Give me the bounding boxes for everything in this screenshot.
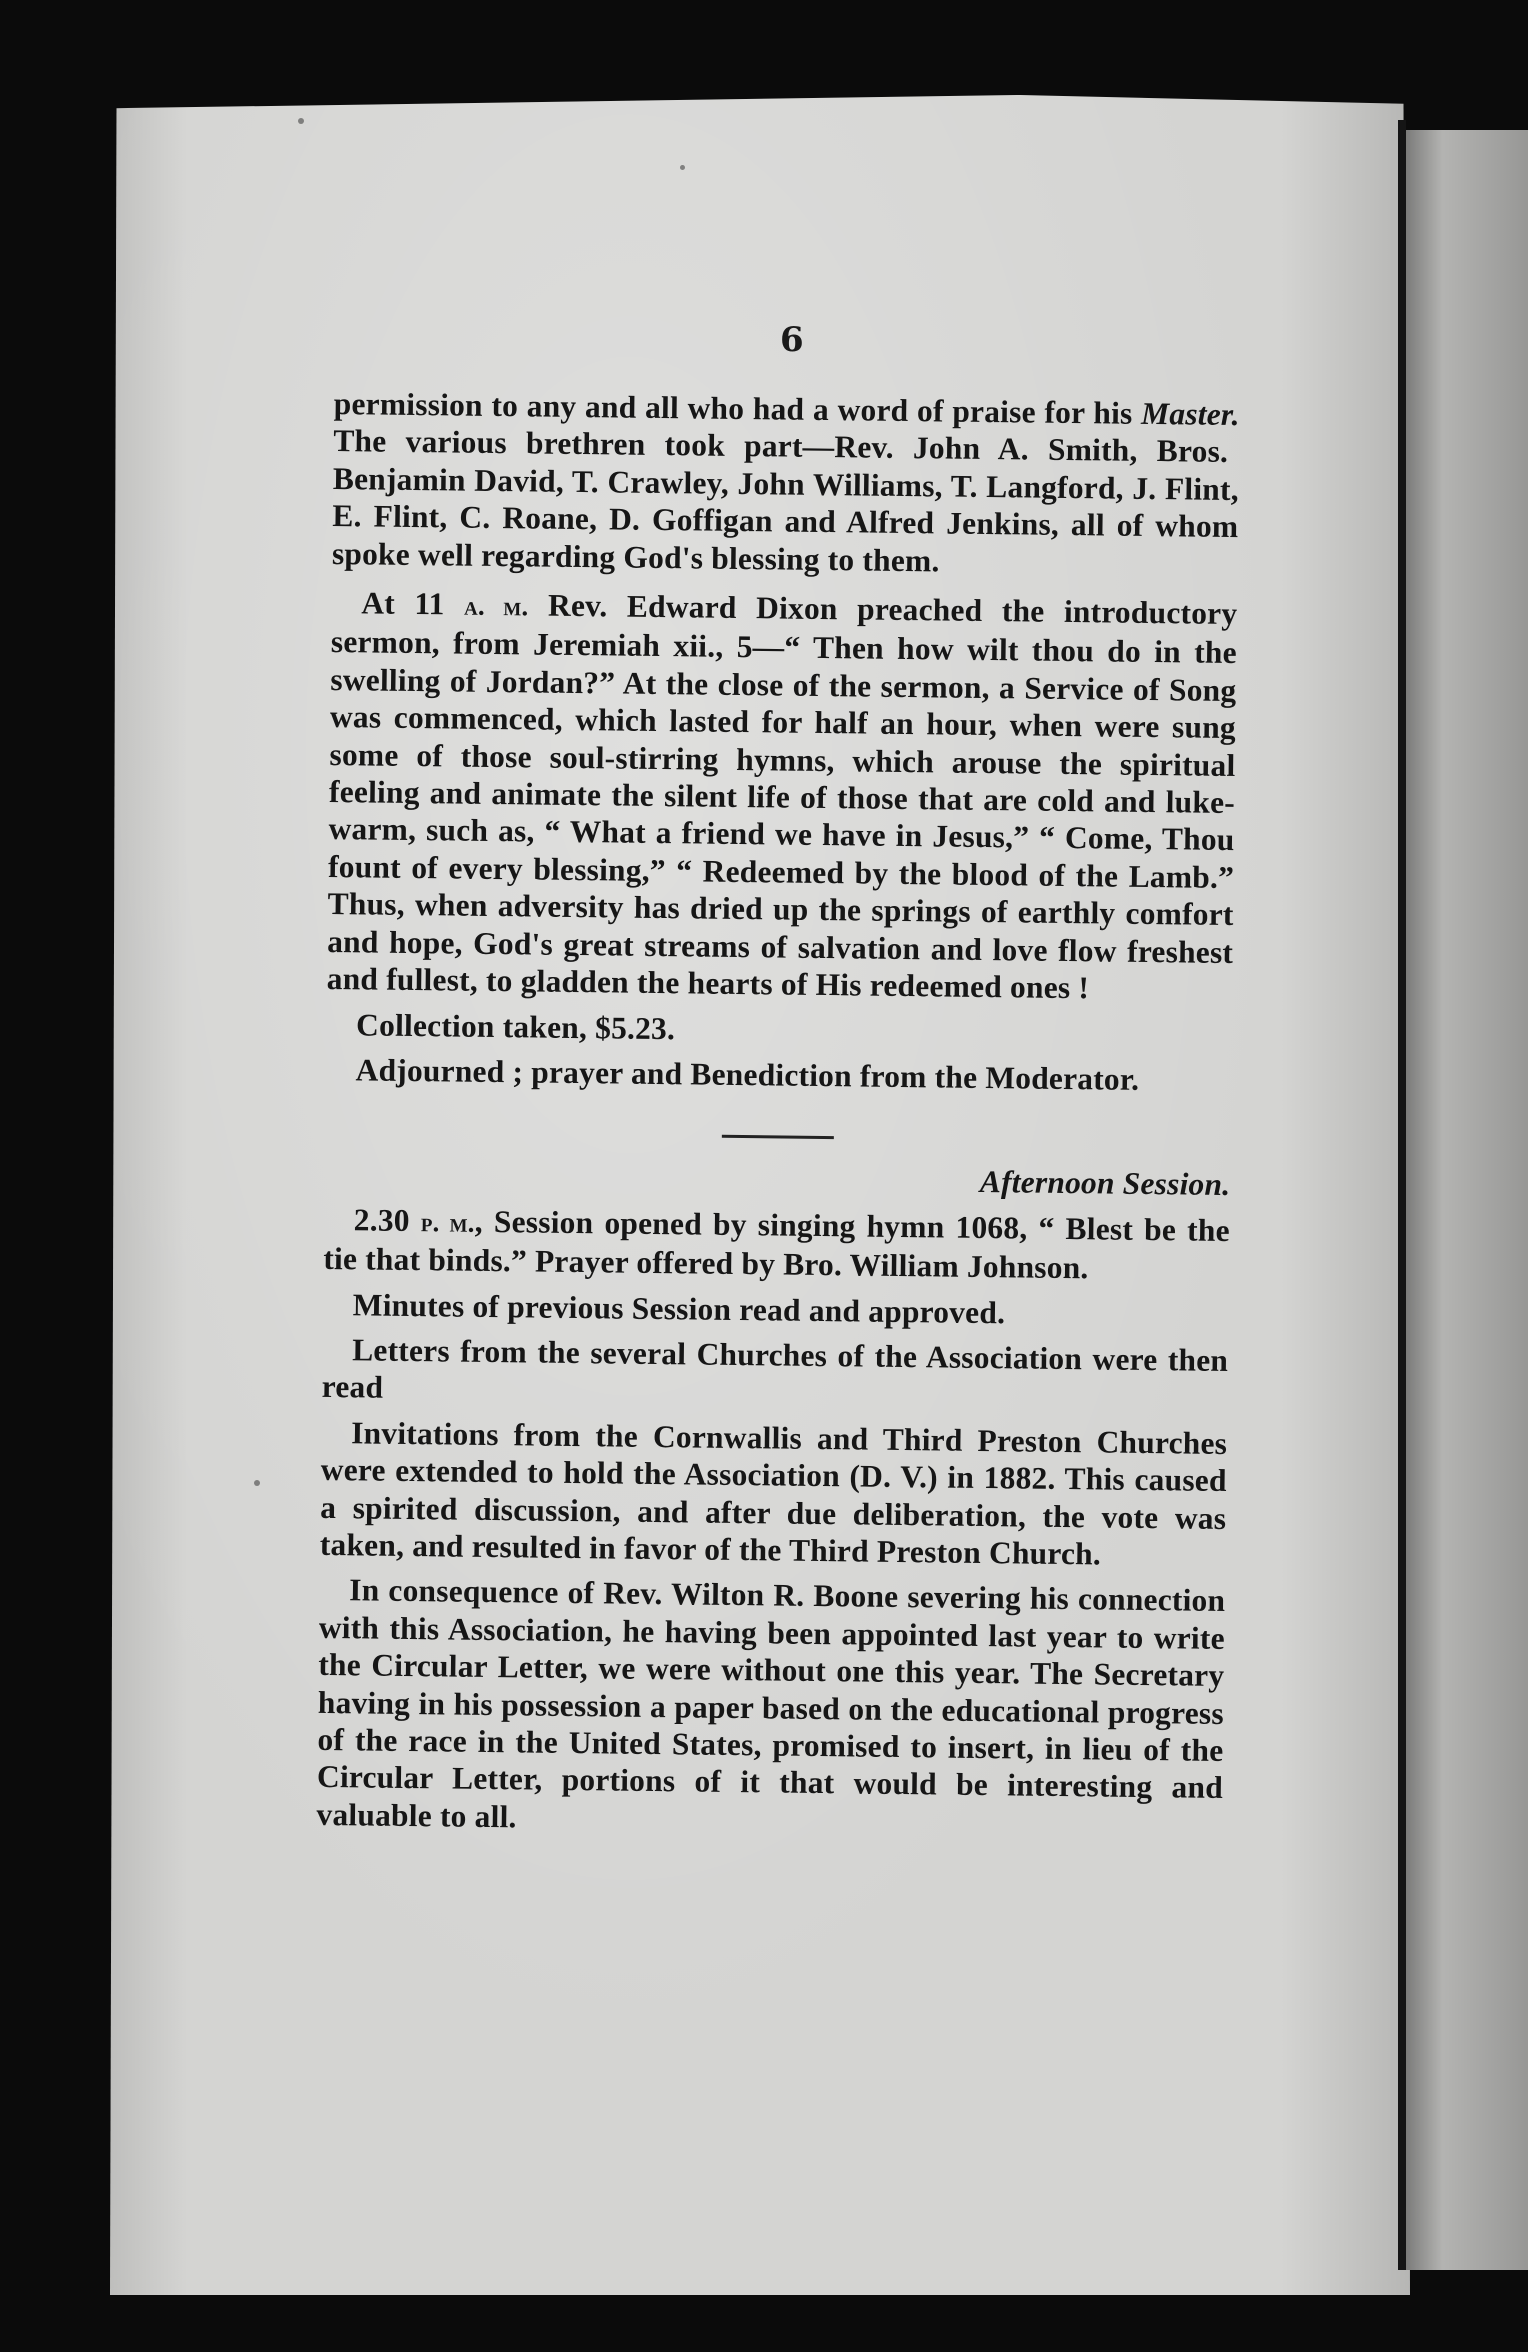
paragraph: Collection taken, $5.23.: [355, 1006, 676, 1046]
ink-speck: [254, 1480, 260, 1486]
paragraph: Adjourned ; prayer and Benediction from the Moderator.: [355, 1052, 1140, 1097]
paragraph: Letters from the several Churches of the Association were then read: [321, 1332, 1229, 1406]
paragraph: [327, 584, 1238, 1009]
text-run-italic: Master.: [1140, 395, 1240, 433]
text-run-smallcaps: a. m.: [463, 590, 529, 622]
text-run: Rev. Edward Dixon preached the introductory sermon, from Jeremiah xii., 5—“ Then how wilt thou do in the swelling of Jordan?” At the close of the sermon, a Service of Song was commenced, which lasted for half an hour, when were sung some of those soul-stirring hymns, which arouse the spiritual feeling and animate the silent life of those that are cold and luke-warm, such as, “ What a friend we have in Jesus,” “ Come, Thou fount of every blessing,” “ Redeemed by the blood of the Lamb.” Thus, when adversity has dried up the springs of earthly comfort and hope, God's great streams of salvation and love flow freshest and fullest, to gladden the hearts of His redeemed ones !: [326, 587, 1238, 1006]
ink-speck: [298, 118, 304, 124]
body-text: [316, 385, 1240, 1852]
paragraph: Minutes of previous Session read and approved.: [352, 1286, 1006, 1330]
page-fold: [1398, 120, 1406, 2270]
page-number: 6: [780, 320, 804, 360]
paragraph: In consequence of Rev. Wilton R. Boone severing his connection with this Association, he having been appointed last year to write the Circular Letter, we were without one this year. The Secretary having in his possession a paper based on the educational progress of the race in the United States, promised to insert, in lieu of the Circular Letter, portions of it that would be interesting and valuable to all.: [316, 1572, 1226, 1835]
facing-page-edge: [1406, 130, 1528, 2270]
text-run: permission to any and all who had a word of praise for his: [333, 385, 1142, 431]
ink-speck: [680, 165, 685, 170]
paragraph: [323, 1201, 1230, 1289]
section-divider: [722, 1135, 834, 1139]
text-run-smallcaps: p. m.: [420, 1206, 475, 1238]
text-run: The various brethren took part—Rev. John A. Smith, Bros. Benjamin David, T. Crawley, John Williams, T. Langford, J. Flint, E. Flint, C. Roane, D. Goffigan and Alfred Jenkins, all of whom spoke well regarding God's blessing to them.: [331, 423, 1240, 579]
text-run: , Session opened by singing hymn 1068, “ Blest be the tie that binds.” Prayer offered by Bro. William Johnson.: [323, 1203, 1230, 1286]
section-heading: Afternoon Session.: [979, 1164, 1231, 1203]
paragraph: [332, 385, 1240, 583]
text-run: At 11: [361, 585, 465, 622]
text-run: 2.30: [353, 1202, 422, 1238]
paragraph: Invitations from the Cornwallis and Third Preston Churches were extended to hold the Association (D. V.) in 1882. This caused a spirited discussion, and after due deliberation, the vote was taken, and resulted in favor of the Third Preston Church.: [319, 1415, 1228, 1572]
